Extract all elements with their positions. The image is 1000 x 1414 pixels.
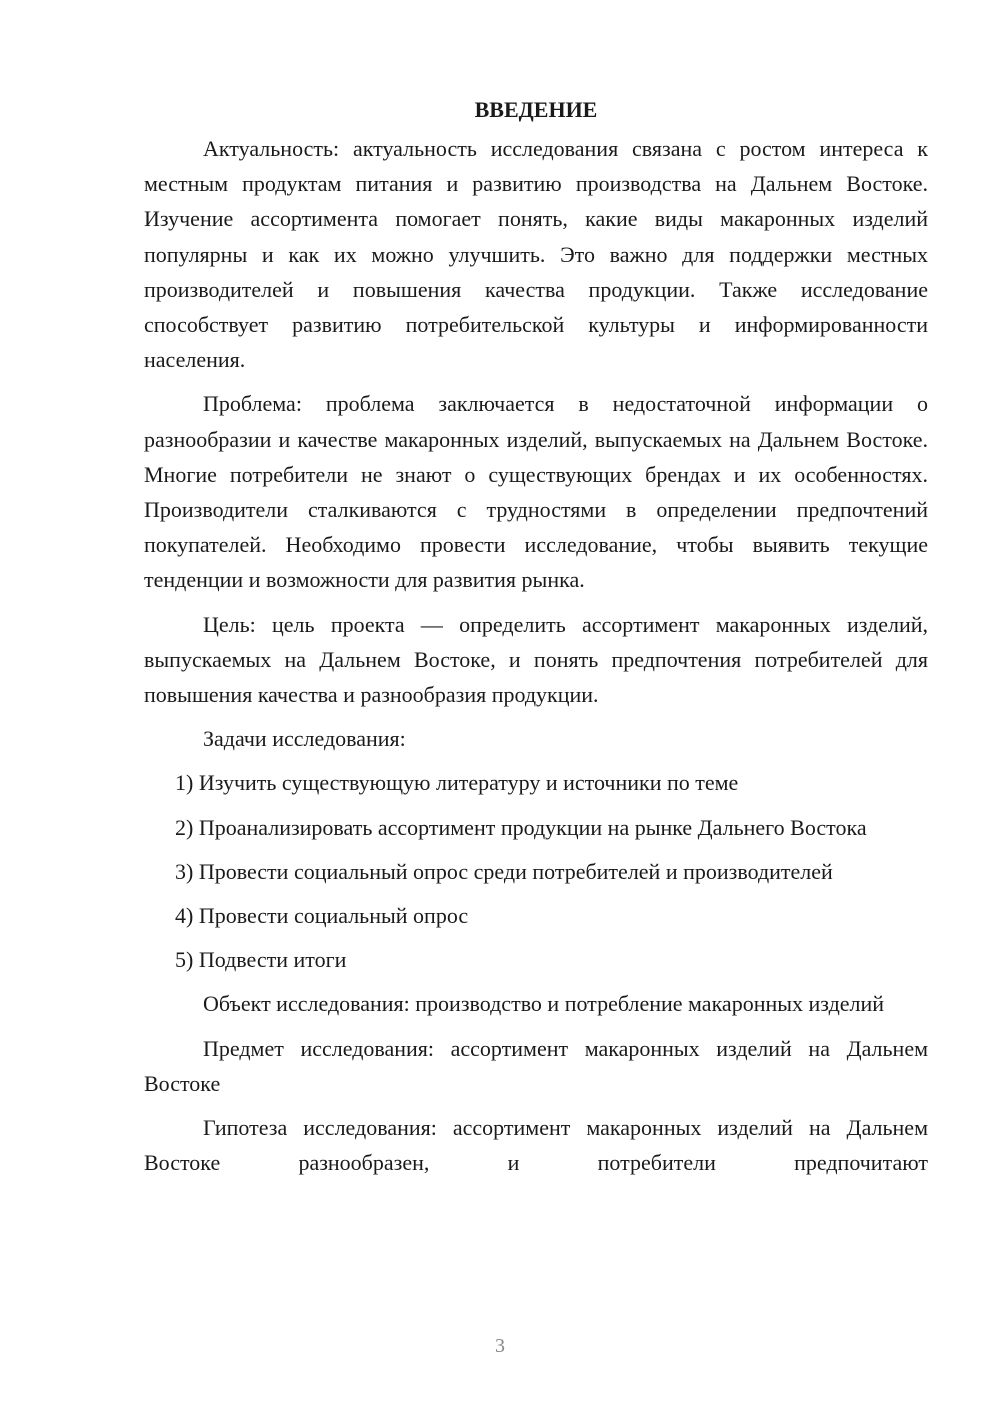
subject-paragraph: Предмет исследования: ассортимент макаронных изделий на Дальнем Востоке bbox=[144, 1035, 928, 1096]
task-item-2: 2) Проанализировать ассортимент продукции на рынке Дальнего Востока bbox=[175, 814, 867, 840]
section-title: ВВЕДЕНИЕ bbox=[474, 97, 598, 122]
task-item-4: 4) Провести социальный опрос bbox=[175, 903, 469, 929]
page-body bbox=[144, 92, 928, 1189]
hypothesis-paragraph: Гипотеза исследования: ассортимент макаронных изделий на Дальнем Востоке разнообразен, и потребители предпочитают bbox=[144, 1115, 928, 1176]
goal-paragraph: Цель: цель проекта — определить ассортимент макаронных изделий, выпускаемых на Дальнем Востоке, и понять предпочтения потребителей для повышения качества и разнообразия продукции. bbox=[144, 611, 928, 708]
task-item-5: 5) Подвести итоги bbox=[175, 947, 347, 973]
object-paragraph: Объект исследования: производство и потребление макаронных изделий bbox=[203, 991, 885, 1017]
tasks-heading: Задачи исследования: bbox=[203, 726, 406, 752]
task-item-3: 3) Провести социальный опрос среди потребителей и производителей bbox=[175, 858, 833, 884]
relevance-paragraph: Актуальность: актуальность исследования связана с ростом интереса к местным продуктам питания и развитию производства на Дальнем Востоке. Изучение ассортимента помогает понять, какие виды макаронных изделий популярны и как их можно улучшить. Это важно для поддержки местных производителей и повышения качества продукции. Также исследование способствует развитию потребительской культуры и информированности населения. bbox=[144, 136, 928, 373]
problem-paragraph: Проблема: проблема заключается в недостаточной информации о разнообразии и качестве макаронных изделий, выпускаемых на Дальнем Востоке. Многие потребители не знают о существующих брендах и их особенностях. Производители сталкиваются с трудностями в определении предпочтений покупателей. Необходимо провести исследование, чтобы выявить текущие тенденции и возможности для развития рынка. bbox=[144, 391, 928, 593]
page-number: 3 bbox=[495, 1335, 505, 1357]
task-item-1: 1) Изучить существующую литературу и источники по теме bbox=[175, 770, 739, 796]
